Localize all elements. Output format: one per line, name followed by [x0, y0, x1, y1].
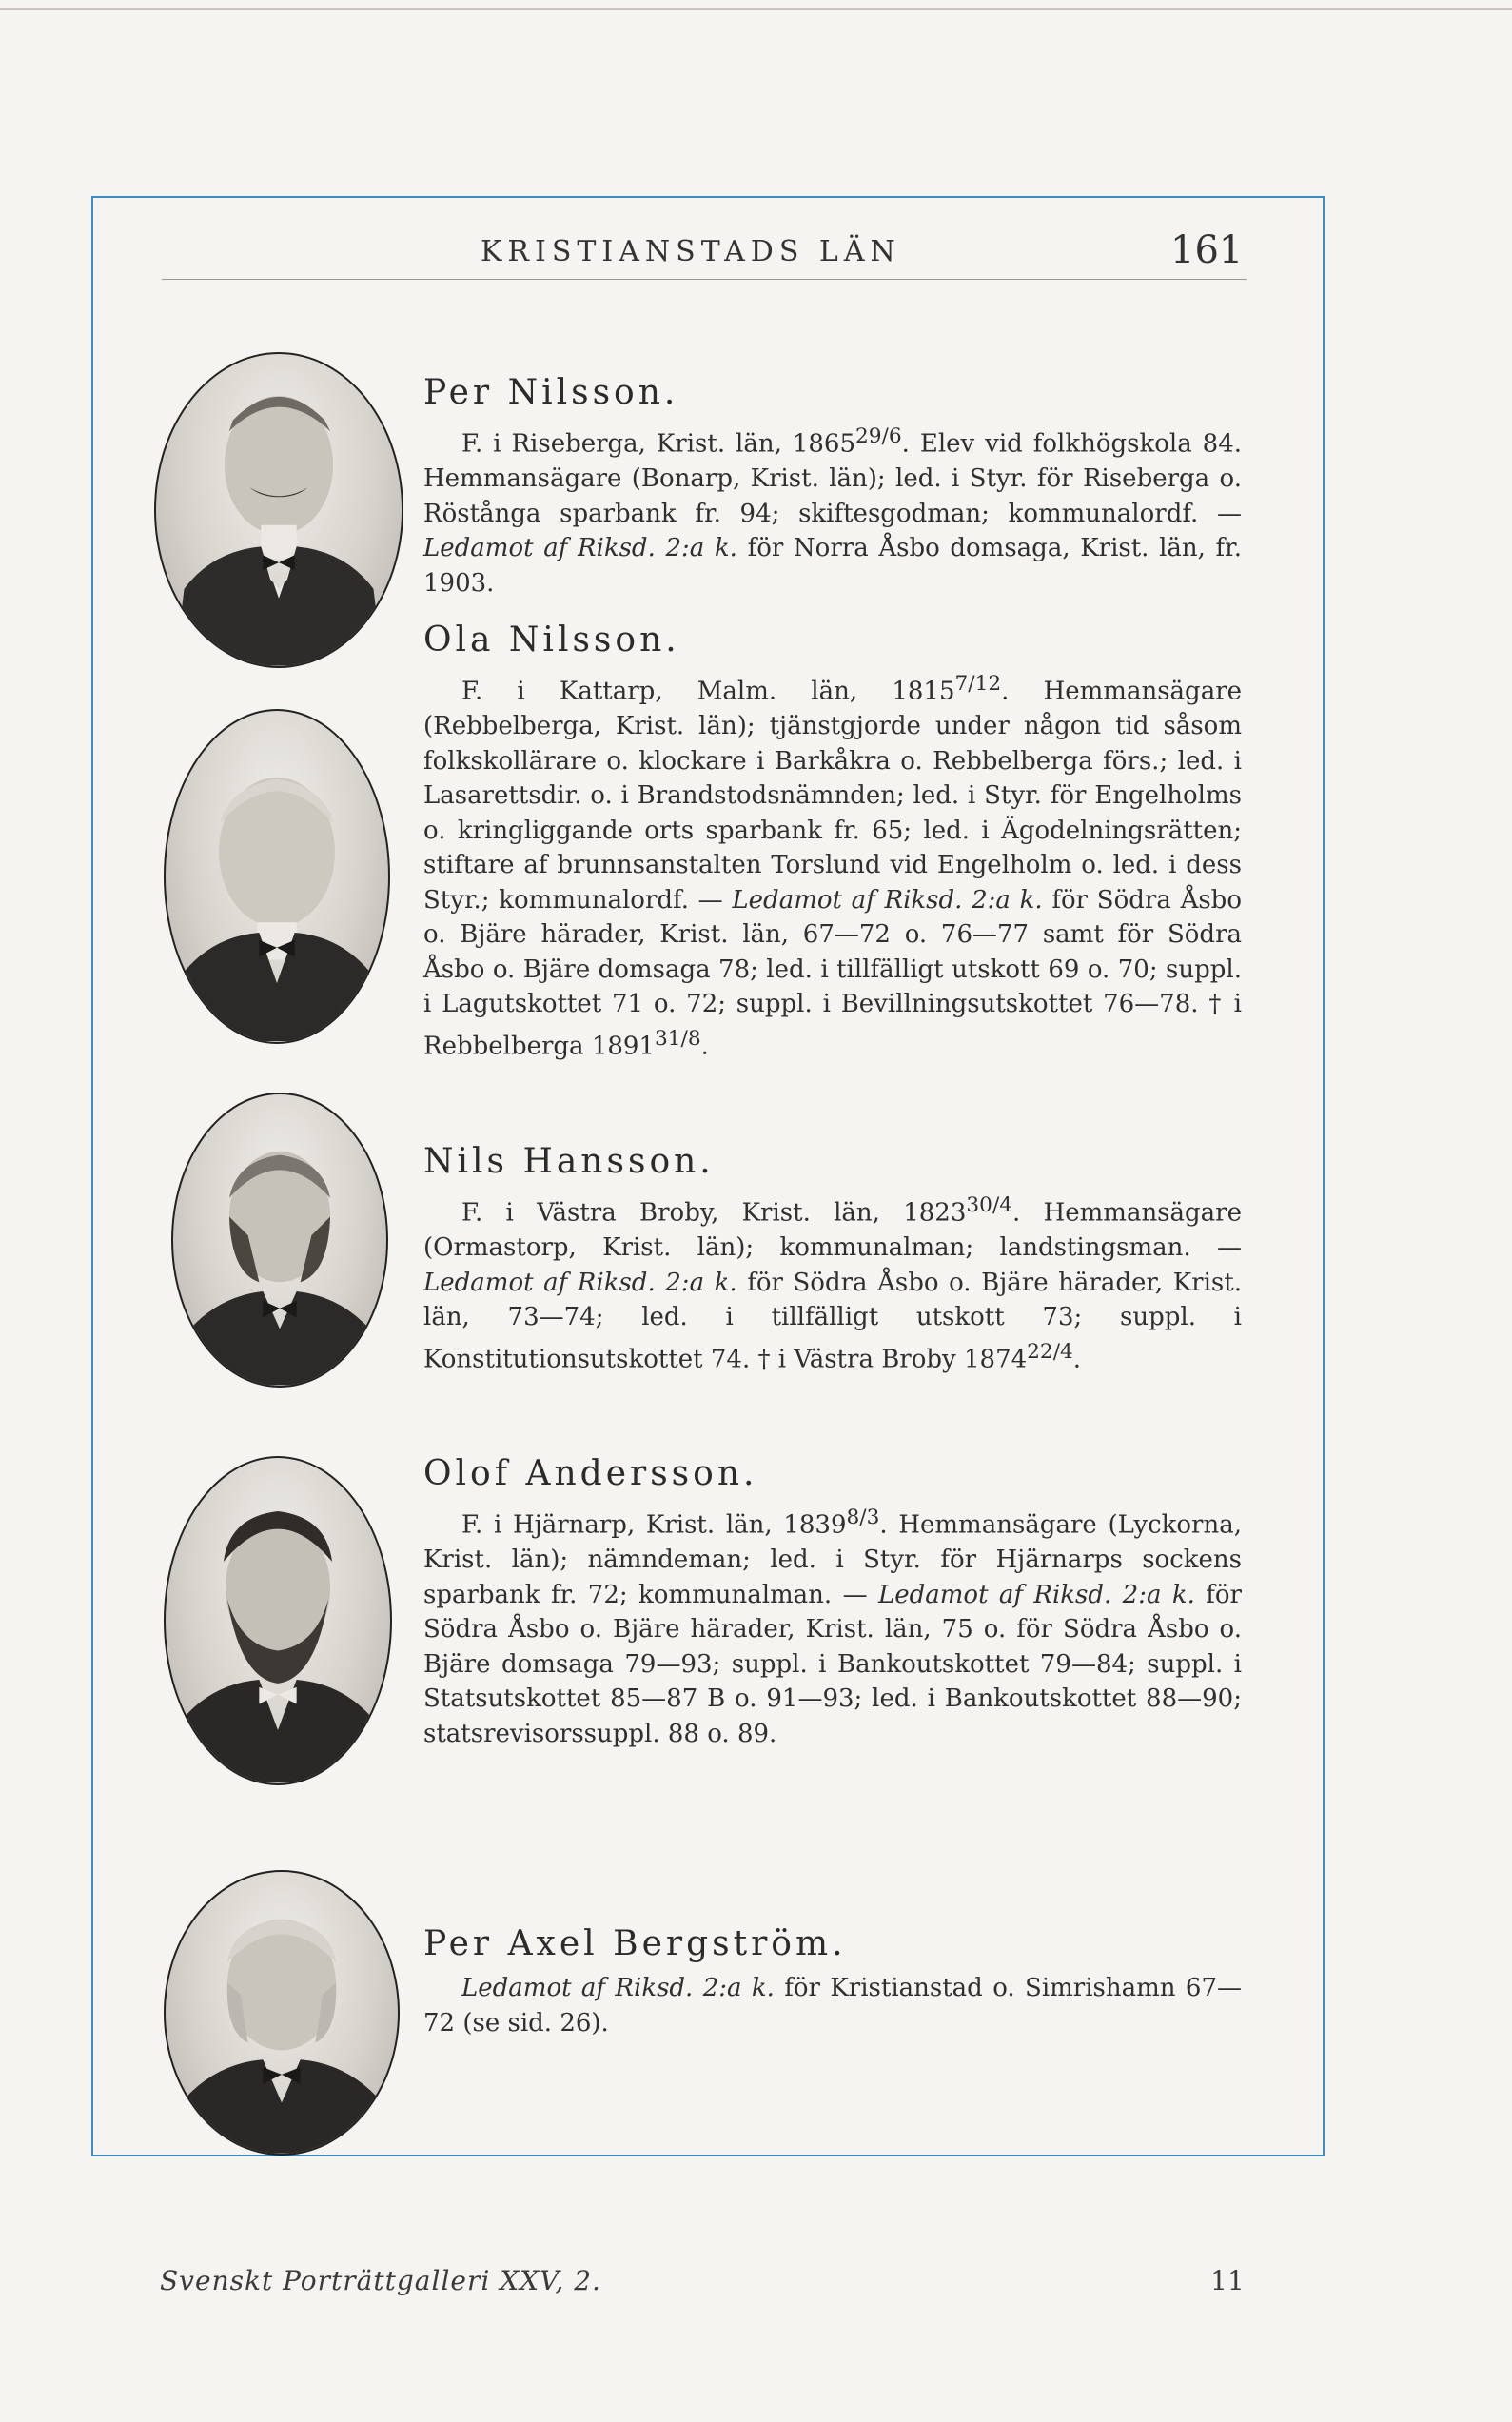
- entry-biography: F. i Västra Broby, Krist. län, $1823^{30/4}$. Hemmansägare (Ormastorp, Krist. län); kommunalman; landstingsman. — Ledamot af Riksd. 2:a k. för Södra Åsbo o. Bjäre härader, Krist. län, 73—74; led. i tillfälligt utskott 73; suppl. i Konstitutionsutskottet 74. † i Västra Broby $1874^{22/4}$.: [423, 1193, 1242, 1374]
- header-rule: [162, 279, 1247, 280]
- entry-biography: F. i Hjärnarp, Krist. län, $1839^{8/3}$. Hemmansägare (Lyckorna, Krist. län); nämndeman; led. i Styr. för Hjärnarps sockens sparbank fr. 72; kommunalman. — Ledamot af Riksd. 2:a k. för Södra Åsbo o. Bjäre härader, Krist. län, 75 o. för Södra Åsbo o. Bjäre domsaga 79—93; suppl. i Bankoutskottet 79—84; suppl. i Statsutskottet 85—87 B o. 91—93; led. i Bankoutskottet 88—90; statsrevisorssuppl. 88 o. 89.: [423, 1506, 1242, 1748]
- biography-entry: [423, 373, 1242, 601]
- entry-name: Ola Nilsson.: [423, 620, 680, 660]
- entry-biography: F. i Kattarp, Malm. län, $1815^{7/12}$. Hemmansägare (Rebbelberga, Krist. län); tjänstgjorde under någon tid såsom folkskollärare o. klockare i Barkåkra o. Rebbelberga förs.; led. i Lasarettsdir. o. i Brandstodsnämnden; led. i Styr. för Engelholms o. kringliggande orts sparbank fr. 65; led. i Ägodelningsrätten; stiftare af brunnsanstalten Torslund vid Engelholm o. led. i dess Styr.; kommunalordf. — Ledamot af Riksd. 2:a k. för Södra Åsbo o. Bjäre härader, Krist. län, 67—72 o. 76—77 samt för Södra Åsbo o. Bjäre domsaga 78; led. i tillfälligt utskott 69 o. 70; suppl. i Lagutskottet 71 o. 72; suppl. i Bevillningsutskottet 76—78. † i Rebbelberga $1891^{31/8}$.: [423, 672, 1243, 1061]
- portrait-olof-andersson: [164, 1456, 392, 1785]
- entry-biography: Ledamot af Riksd. 2:a k. för Kristianstad o. Simrishamn 67—72 (se sid. 26).: [423, 1974, 1242, 2038]
- portrait-figure-icon: [166, 711, 388, 1042]
- entry-name: Nils Hansson.: [423, 1142, 715, 1181]
- biography-entry: [423, 620, 1242, 1064]
- page-number: 161: [1170, 228, 1244, 272]
- top-edge-rule: [0, 8, 1512, 10]
- portrait-figure-icon: [156, 354, 402, 666]
- portrait-figure-icon: [166, 1872, 398, 2154]
- entry-name: Per Nilsson.: [423, 373, 679, 412]
- footer-signature: 11: [1210, 2265, 1245, 2296]
- portrait-ola-nilsson: [164, 709, 390, 1044]
- portrait-per-axel-bergstrom: [164, 1870, 400, 2156]
- entry-name: Per Axel Bergström.: [423, 1924, 847, 1963]
- portrait-nils-hansson: [171, 1093, 388, 1388]
- footer-publication: Svenskt Porträttgalleri XXV, 2.: [160, 2265, 601, 2296]
- biography-entry: [423, 1924, 1242, 2040]
- biography-entry: [423, 1454, 1242, 1751]
- portrait-figure-icon: [173, 1094, 386, 1386]
- entry-biography: F. i Riseberga, Krist. län, $1865^{29/6}$. Elev vid folkhögskola 84. Hemmansägare (Bonarp, Krist. län); led. i Styr. för Riseberga o. Röstånga sparbank fr. 94; skiftesgodman; kommunalordf. — Ledamot af Riksd. 2:a k. för Norra Åsbo domsaga, Krist. län, fr. 1903.: [423, 424, 1242, 598]
- entry-name: Olof Andersson.: [423, 1454, 758, 1493]
- portrait-figure-icon: [166, 1458, 390, 1783]
- portrait-per-nilsson: [154, 352, 403, 668]
- biography-entry: [423, 1142, 1242, 1377]
- running-header-title: KRISTIANSTADS LÄN: [481, 235, 901, 268]
